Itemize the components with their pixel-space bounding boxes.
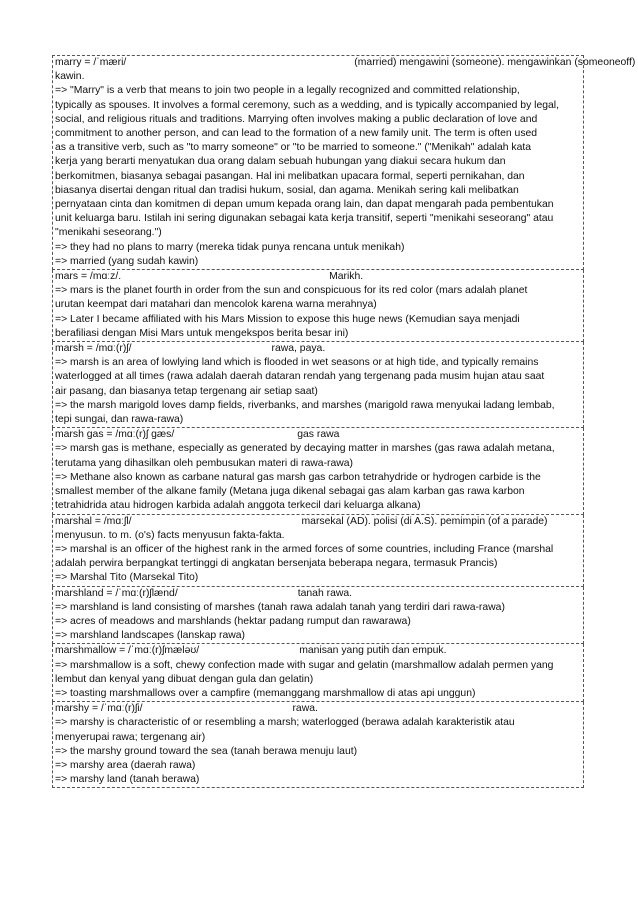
definition-line: smallest member of the alkane family (Metana juga dikenal sebagai gas alam karban gas rawa karbon <box>55 486 525 498</box>
definition-line: menyusun. to m. (o's) facts menyusun fakta-fakta. <box>55 529 285 541</box>
definition-line: tepi sungai, dan rawa-rawa) <box>55 414 184 426</box>
example-line: => they had no plans to marry (mereka tidak punya rencana untuk menikah) <box>55 241 405 253</box>
definition-line: kawin. <box>55 71 85 83</box>
translation: marsekal (AD). polisi (di A.S). pemimpin (of a parade) <box>301 515 548 527</box>
example-line: => marsh is an area of lowlying land which is flooded in wet seasons or at high tide, and typically remains <box>55 357 539 369</box>
dictionary-entry <box>52 587 584 645</box>
entry-heading <box>55 428 581 442</box>
entry-heading <box>55 587 581 601</box>
entry-heading <box>55 644 581 658</box>
dictionary-entry <box>52 270 584 342</box>
definition-line: "menikahi seseorang.") <box>55 227 162 239</box>
entry-heading <box>55 702 581 716</box>
definition-line: menyerupai rawa; tergenang air) <box>55 731 206 743</box>
example-line: => Methane also known as carbane natural gas marsh gas carbon tetrahydride or hydrogen carbide is the <box>55 471 541 483</box>
definition-line: tetrahidrida atau hidrogen karbida adalah anggota terkecil dari keluarga alkana) <box>55 500 421 512</box>
example-line: => toasting marshmallows over a campfire (memanggang marshmallow di atas api unggun) <box>55 687 476 699</box>
example-line: => married (yang sudah kawin) <box>55 255 199 267</box>
example-line: => "Marry" is a verb that means to join two people in a legally recognized and committed relationship, <box>55 85 520 97</box>
definition-line: commitment to another person, and can lead to the formation of a new family unit. The term is often used <box>55 128 538 140</box>
example-line: => marsh gas is methane, especially as generated by decaying matter in marshes (gas rawa adalah metana, <box>55 443 555 455</box>
entry-heading <box>55 270 581 284</box>
translation: rawa. <box>292 703 318 715</box>
dictionary-page <box>52 55 636 788</box>
example-line: => the marshy ground toward the sea (tanah berawa menuju laut) <box>55 745 358 757</box>
example-line: => acres of meadows and marshlands (hektar padang rumput dan rawarawa) <box>55 615 411 627</box>
example-line: => Marshal Tito (Marsekal Tito) <box>55 572 199 584</box>
entry-heading <box>55 515 581 529</box>
translation: gas rawa <box>297 429 340 441</box>
example-line: => marshland is land consisting of marshes (tanah rawa adalah tanah yang terdiri dari rawa-rawa) <box>55 601 505 613</box>
headword: marshmallow = /ˈmɑː(r)ʃmæləʊ/ <box>55 645 200 657</box>
definition-line: social, and religious rituals and traditions. Marrying often involves making a public declaration of love and <box>55 113 538 125</box>
definition-line: urutan keempat dari matahari dan mencolok karena warna merahnya) <box>55 299 377 311</box>
headword: marshy = /ˈmɑː(r)ʃi/ <box>55 703 143 715</box>
definition-line: air pasang, dan biasanya tetap tergenang air setiap saat) <box>55 385 318 397</box>
example-line: => marshy is characteristic of or resembling a marsh; waterlogged (berawa adalah karakteristik atau <box>55 717 515 729</box>
translation: rawa, paya. <box>271 343 326 355</box>
dictionary-entry <box>52 515 584 587</box>
headword: marsh = /mɑː(r)ʃ/ <box>55 343 132 355</box>
example-line: => marshy area (daerah rawa) <box>55 759 196 771</box>
headword: marsh gas = /mɑː(r)ʃ gæs/ <box>55 429 175 441</box>
dictionary-entry <box>52 702 584 788</box>
definition-line: pernyataan cinta dan komitmen di depan umum kepada orang lain, dan dapat mengarah pada pembentukan <box>55 199 554 211</box>
definition-line: terutama yang dihasilkan oleh pembusukan materi di rawa-rawa) <box>55 457 354 469</box>
definition-line: adalah perwira berpangkat tertinggi di angkatan bersenjata beberapa negara, termasuk Prancis) <box>55 558 498 570</box>
translation: tanah rawa. <box>297 587 353 599</box>
headword: mars = /mɑːz/. <box>55 271 122 283</box>
example-line: => marshy land (tanah berawa) <box>55 774 200 786</box>
definition-line: typically as spouses. It involves a formal ceremony, such as a wedding, and is typically accompanied by legal, <box>55 99 560 111</box>
definition-line: kerja yang berarti menyatukan dua orang dalam sebuah hubungan yang diakui secara hukum dan <box>55 156 506 168</box>
dictionary-entry <box>52 342 584 428</box>
example-line: => Later I became affiliated with his Mars Mission to expose this huge news (Kemudian saya menjadi <box>55 313 520 325</box>
dictionary-entry <box>52 428 584 514</box>
definition-line: lembut dan kenyal yang dibuat dengan gula dan gelatin) <box>55 673 314 685</box>
definition-line: as a transitive verb, such as "to marry someone" or "to be married to someone." ("Menikah" adalah kata <box>55 142 532 154</box>
entry-heading <box>55 342 581 356</box>
definition-line: biasanya disertai dengan ritual dan tradisi hukum, sosial, dan agama. Menikah sering kali melibatkan <box>55 184 519 196</box>
translation: Marikh. <box>329 271 364 283</box>
example-line: => marshmallow is a soft, chewy confection made with sugar and gelatin (marshmallow adalah permen yang <box>55 659 554 671</box>
example-line: => marshland landscapes (lanskap rawa) <box>55 630 246 642</box>
headword: marry = /ˈmæri/ <box>55 57 127 68</box>
example-line: => mars is the planet fourth in order from the sun and conspicuous for its red color (mars adalah planet <box>55 285 528 297</box>
headword: marshland = /ˈmɑː(r)ʃlænd/ <box>55 587 178 599</box>
definition-line: unit keluarga baru. Istilah ini sering digunakan sebagai kata kerja transitif, seperti "menikahi seseorang" atau <box>55 213 554 225</box>
translation: manisan yang putih dan empuk. <box>299 645 447 657</box>
definition-line: waterlogged at all times (rawa adalah daerah dataran rendah yang tergenang pada musim hujan atau saat <box>55 371 545 383</box>
dictionary-entry <box>52 55 636 270</box>
definition-line: berafiliasi dengan Misi Mars untuk mengekspos berita besar ini) <box>55 327 349 339</box>
entry-heading <box>55 56 636 70</box>
dictionary-entry <box>52 644 584 702</box>
headword: marshal = /mɑːʃl/ <box>55 515 132 527</box>
definition-line: berkomitmen, biasanya sebagai pasangan. Hal ini melibatkan upacara formal, seperti pernikahan, dan <box>55 170 525 182</box>
example-line: => marshal is an officer of the highest rank in the armed forces of some countries, including France (marshal <box>55 543 554 555</box>
translation: (married) mengawini (someone). mengawinkan (someoneoff) <box>354 57 636 68</box>
example-line: => the marsh marigold loves damp fields, riverbanks, and marshes (marigold rawa menyukai ladang lembab, <box>55 399 555 411</box>
